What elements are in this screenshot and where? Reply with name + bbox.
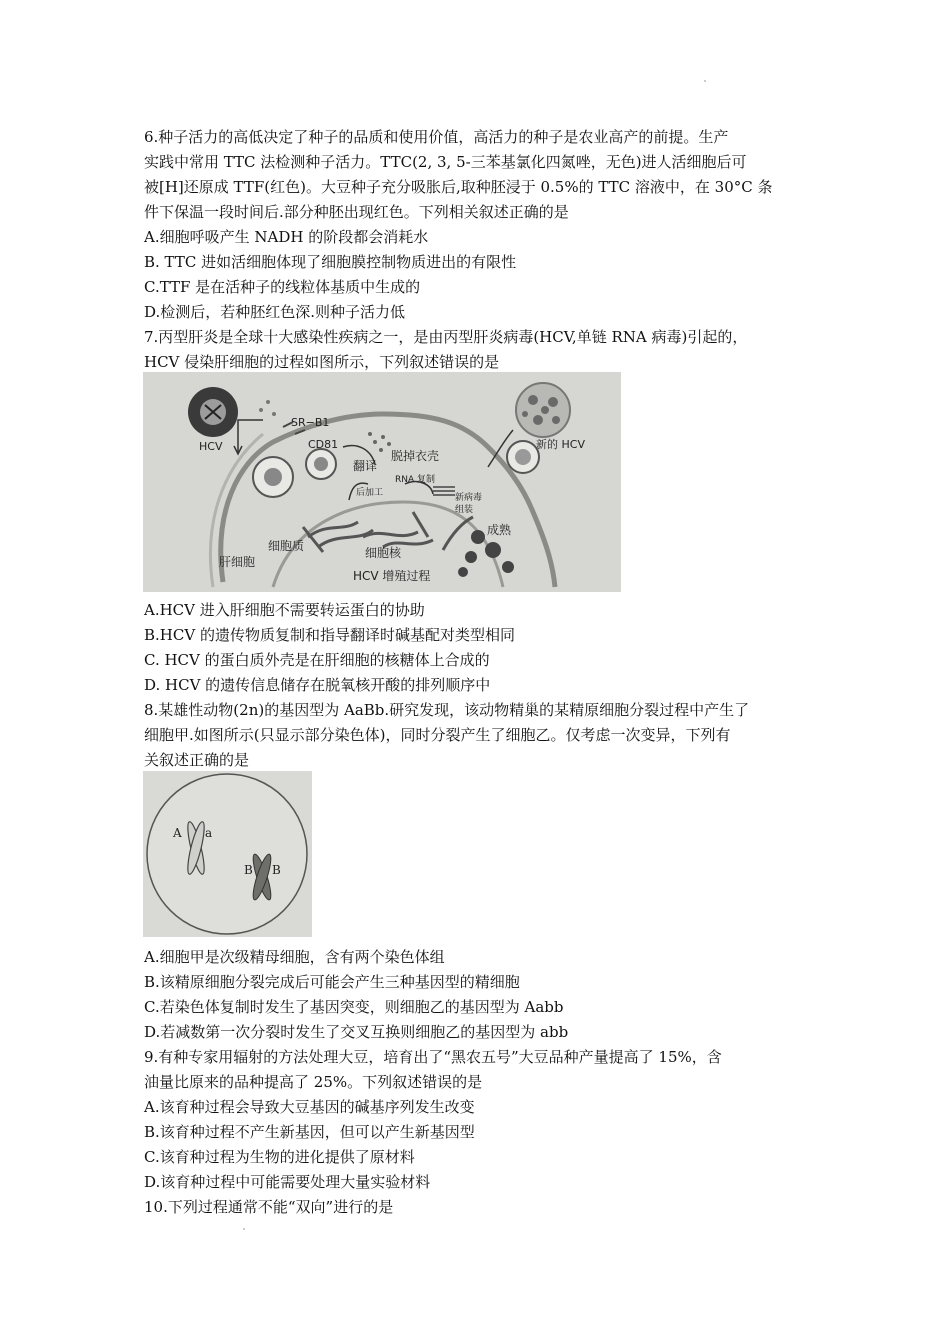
q6-option-a: A.细胞呼吸产生 NADH 的阶段都会消耗水 (144, 228, 429, 246)
fig-label-mature: 成熟 (487, 523, 512, 537)
q7-stem-line-1: 7.丙型肝炎是全球十大感染性疾病之一，是由丙型肝炎病毒(HCV,单链 RNA 病毒)引起的， (144, 328, 748, 346)
gene-label-a: a (205, 826, 213, 840)
q7-option-a: A.HCV 进入肝细胞不需要转运蛋白的协助 (144, 601, 425, 619)
hcv-process-figure (143, 372, 621, 592)
q8-option-d: D.若减数第一次分裂时发生了交叉互换则细胞乙的基因型为 abb (144, 1023, 569, 1041)
q9-option-b: B.该育种过程不产生新基因，但可以产生新基因型 (144, 1123, 475, 1141)
q9-stem-line-2: 油量比原来的品种提高了 25%。下列叙述错误的是 (144, 1073, 483, 1091)
fig-label-assemble-2: 组装 (455, 505, 474, 515)
gene-label-A: A (173, 826, 182, 840)
q8-stem-line-2: 细胞甲.如图所示(只显示部分染色体)，同时分裂产生了细胞乙。仅考虑一次变异，下列有 (144, 726, 731, 744)
q7-option-b: B.HCV 的遗传物质复制和指导翻译时碱基配对类型相同 (144, 626, 515, 644)
fig-label-cytoplasm: 细胞质 (268, 539, 305, 553)
fig-label-liver: 肝细胞 (219, 555, 256, 569)
fig-label-uncoat: 脱掉衣壳 (391, 449, 440, 463)
q9-stem-line-1: 9.有种专家用辐射的方法处理大豆，培育出了“黑农五号”大豆品种产量提高了 15%，含 (144, 1048, 722, 1066)
fig-label-rnarep: RNA 复制 (395, 475, 436, 485)
fig-label-cd81: CD81 (308, 438, 339, 451)
q8-option-b: B.该精原细胞分裂完成后可能会产生三种基因型的精细胞 (144, 973, 520, 991)
fig-label-nucleus: 细胞核 (365, 546, 402, 560)
q8-option-c: C.若染色体复制时发生了基因突变，则细胞乙的基因型为 Aabb (144, 998, 564, 1016)
q10-stem-line-1: 10.下列过程通常不能“双向”进行的是 (144, 1198, 394, 1216)
fig-label-assemble-1: 新病毒 (455, 493, 483, 503)
q6-option-d: D.检测后，若种胚红色深.则种子活力低 (144, 303, 406, 321)
q8-option-a: A.细胞甲是次级精母细胞，含有两个染色体组 (144, 948, 445, 966)
fig-label-new-hcv: 新的 HCV (536, 438, 585, 451)
fig-caption: HCV 增殖过程 (353, 569, 431, 583)
q6-stem-line-3: 被[H]还原成 TTF(红色)。大豆种子充分吸胀后,取种胚浸于 0.5%的 TTC 溶液中，在 30°C 条 (144, 178, 773, 196)
q6-option-b: B. TTC 进如活细胞体现了细胞膜控制物质进出的有限性 (144, 253, 517, 271)
q7-stem-line-2: HCV 侵染肝细胞的过程如图所示，下列叙述错误的是 (144, 353, 500, 371)
q8-stem-line-1: 8.某雄性动物(2n)的基因型为 AaBb.研究发现，该动物精巢的某精原细胞分裂过程中产生了 (144, 701, 750, 719)
fig-label-translate: 翻译 (353, 459, 378, 473)
q9-option-a: A.该育种过程会导致大豆基因的碱基序列发生改变 (144, 1098, 475, 1116)
q8-stem-line-3: 关叙述正确的是 (144, 751, 250, 769)
gene-label-B-left: B (244, 863, 253, 877)
q6-stem-line-4: 件下保温一段时间后.部分种胚出现红色。下列相关叙述正确的是 (144, 203, 569, 221)
cell-jia-figure (143, 771, 312, 937)
q6-option-c: C.TTF 是在活种子的线粒体基质中生成的 (144, 278, 421, 296)
q9-option-c: C.该育种过程为生物的进化提供了原材料 (144, 1148, 415, 1166)
q6-stem-line-2: 实践中常用 TTC 法检测种子活力。TTC(2, 3, 5-三苯基氯化四氮唑，无色)进人活细胞后可 (144, 153, 747, 171)
q9-option-d: D.该育种过程中可能需要处理大量实验材料 (144, 1173, 431, 1191)
q6-stem-line-1: 6.种子活力的高低决定了种子的品质和使用价值，高活力的种子是农业高产的前提。生产 (144, 128, 729, 146)
q7-option-d: D. HCV 的遗传信息储存在脱氧核开酸的排列顺序中 (144, 676, 491, 694)
gene-label-B-right: B (272, 863, 281, 877)
q7-option-c: C. HCV 的蛋白质外壳是在肝细胞的核糖体上合成的 (144, 651, 490, 669)
fig-label-hcv: HCV (199, 440, 223, 453)
scan-speck (704, 80, 706, 82)
scan-speck (243, 1228, 245, 1230)
fig-label-post: 后加工 (356, 488, 384, 498)
fig-label-srb1: SR−B1 (291, 416, 330, 429)
